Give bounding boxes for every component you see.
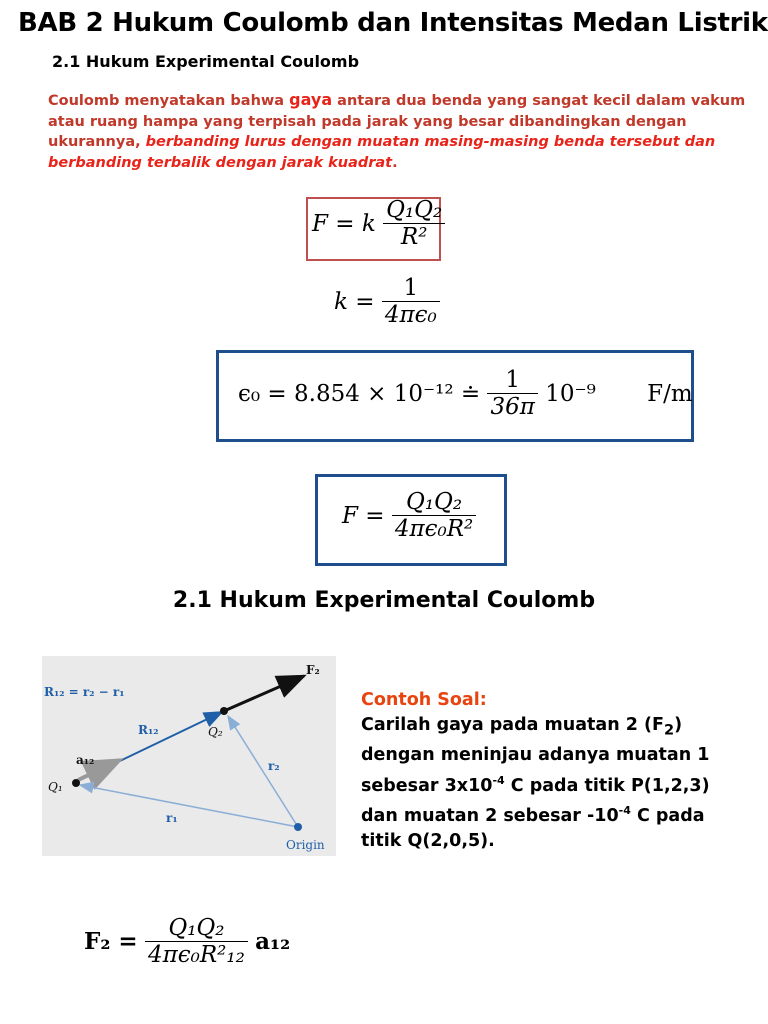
example-line-4-sup: -4 <box>618 804 631 818</box>
eq3-lhs: ϵ₀ = 8.854 × 10⁻¹² ≐ <box>238 380 481 407</box>
section-heading-2: 2.1 Hukum Experimental Coulomb <box>172 588 596 613</box>
statement-text-2: antara dua benda yang sangat kecil dalam vakum atau ruang hampa yang terpisah pada jarak yang besar dibandingkan dengan ukurannya, <box>48 93 746 150</box>
example-line-1 <box>361 713 761 743</box>
coulomb-statement <box>48 90 748 173</box>
section-subtitle: 2.1 Hukum Experimental Coulomb <box>52 52 360 71</box>
example-line-5: titik Q(2,0,5). <box>361 831 495 852</box>
q2-label: Q₂ <box>208 725 223 739</box>
q1-label: Q₁ <box>48 780 63 794</box>
r12-definition-label: R₁₂ = r₂ − r₁ <box>44 685 125 699</box>
r1-label: r₁ <box>166 811 178 825</box>
example-line-1-sub: 2 <box>663 721 675 739</box>
example-line-3a: sebesar 3x10 <box>361 775 493 796</box>
coulomb-law-equation <box>312 198 445 252</box>
eq3-numerator: 1 <box>505 367 520 393</box>
example-line-3b: C pada titik P(1,2,3) <box>504 775 710 796</box>
page-title: BAB 2 Hukum Coulomb dan Intensitas Medan Listrik <box>18 8 768 38</box>
r2-vector <box>228 716 298 827</box>
eq1-lhs: F = k <box>312 210 376 237</box>
example-line-2: dengan meninjau adanya muatan 1 <box>361 744 710 765</box>
eq3-unit: F/m <box>647 380 693 407</box>
a12-label: a₁₂ <box>76 753 95 767</box>
eq1-numerator: Q₁Q₂ <box>386 197 443 223</box>
eq4-numerator: Q₁Q₂ <box>405 489 463 515</box>
eq1-denominator: R² <box>383 223 445 252</box>
permittivity-equation <box>238 368 693 422</box>
vector-diagram-svg <box>42 656 336 856</box>
eq5-numerator: Q₁Q₂ <box>168 915 225 941</box>
eq5-tail: a₁₂ <box>255 927 291 955</box>
eq3-tail: 10⁻⁹ <box>545 380 596 407</box>
eq2-denominator: 4πϵ₀ <box>382 301 440 330</box>
example-line-3-sup: -4 <box>492 773 505 787</box>
r1-vector <box>80 785 298 827</box>
statement-end: . <box>392 154 398 171</box>
eq5-lhs: F₂ = <box>84 927 138 955</box>
origin-point <box>294 823 302 831</box>
eq3-fraction <box>487 368 537 422</box>
statement-text: Coulomb menyatakan bahwa <box>48 93 290 109</box>
force-vector-equation <box>84 916 290 970</box>
statement-italic: berbanding lurus dengan muatan masing-masing benda tersebut dan berbanding terbalik dengan jarak kuadrat <box>48 134 716 171</box>
example-line-4b: C pada <box>630 806 705 827</box>
eq5-denominator: 4πϵ₀R²₁₂ <box>145 941 248 970</box>
eq2-fraction <box>382 276 440 330</box>
r2-label: r₂ <box>268 759 280 773</box>
origin-label: Origin <box>286 838 325 852</box>
q2-point <box>220 707 228 715</box>
example-line-4 <box>361 798 761 829</box>
example-problem <box>361 688 761 854</box>
f2-label: F₂ <box>306 663 320 677</box>
statement-highlight: gaya <box>289 90 333 109</box>
r12-label: R₁₂ <box>138 723 159 737</box>
vector-diagram <box>42 656 336 856</box>
q1-point <box>72 779 80 787</box>
k-constant-equation <box>334 276 440 330</box>
eq3-denominator: 36π <box>487 393 537 422</box>
example-line-3 <box>361 768 761 799</box>
eq4-denominator: 4πϵ₀R² <box>392 515 476 544</box>
example-label: Contoh Soal: <box>361 690 487 710</box>
eq4-lhs: F = <box>342 502 385 529</box>
eq5-fraction <box>145 916 248 970</box>
example-line-1-text: Carilah gaya pada muatan 2 (F <box>361 715 664 735</box>
eq2-numerator: 1 <box>403 275 419 301</box>
example-line-1-end: ) <box>674 715 683 735</box>
f2-vector <box>224 676 304 711</box>
eq2-lhs: k = <box>334 288 375 315</box>
coulomb-law-si-equation <box>342 490 476 544</box>
eq4-fraction <box>392 490 476 544</box>
eq1-fraction <box>383 198 445 252</box>
example-line-4a: dan muatan 2 sebesar -10 <box>361 806 619 827</box>
